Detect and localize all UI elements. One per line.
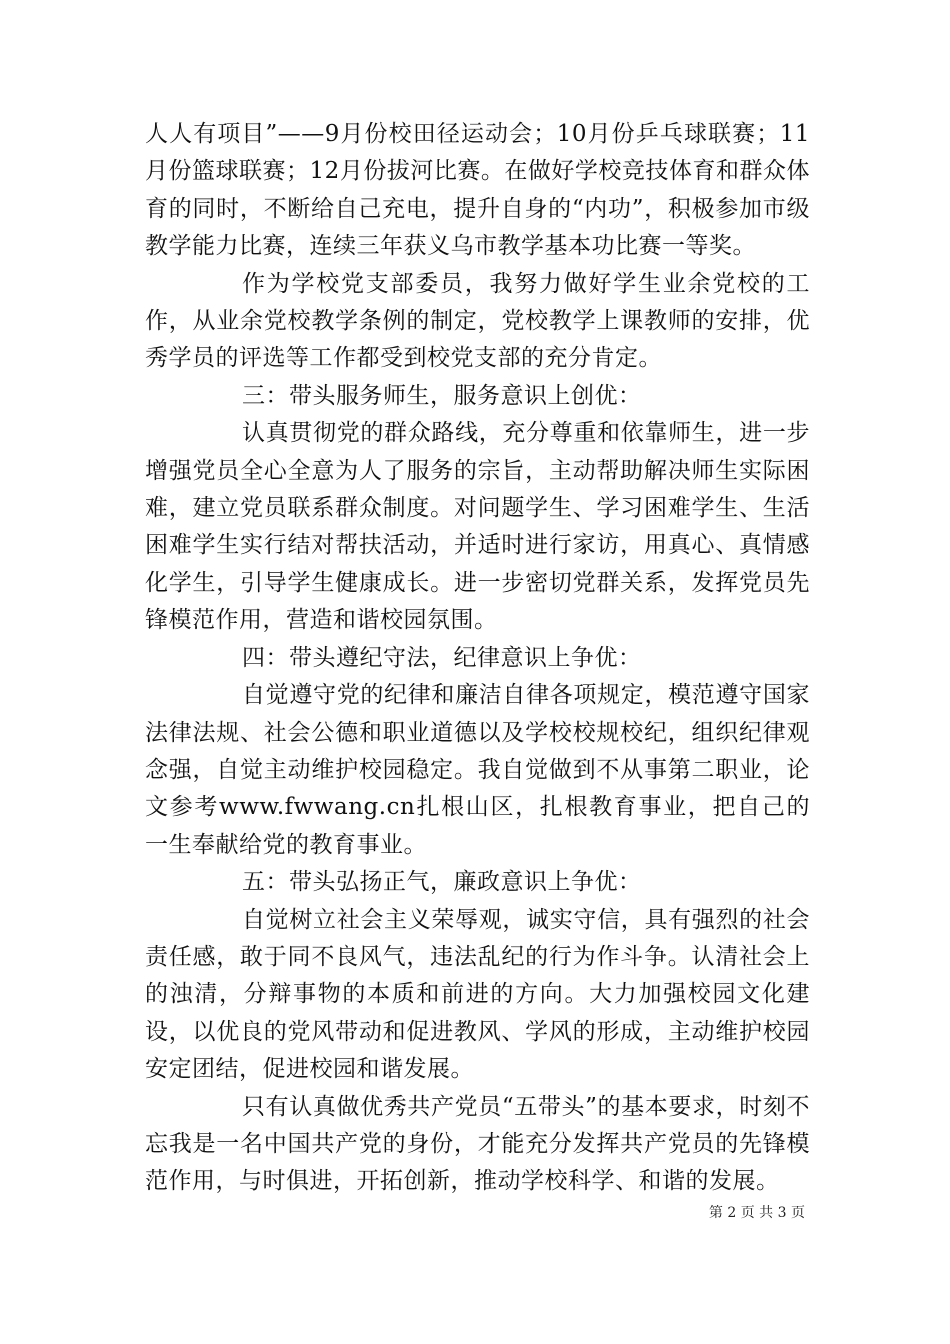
section-heading-3: 三：带头服务师生，服务意识上创优： — [242, 382, 642, 409]
section-heading-4: 四：带头遵纪守法，纪律意识上争优： — [242, 644, 642, 671]
paragraph-conclusion: 只有认真做优秀共产党员“五带头”的基本要求，时刻不忘我是一名中国共产党的身份，才能充分发挥共产党员的先锋模范作用，与时俱进，开拓创新，推动学校科学、和谐的发展。 — [145, 1093, 810, 1195]
paragraph-2: 作为学校党支部委员，我努力做好学生业余党校的工作，从业余党校教学条例的制定，党校教学上课教师的安排，优秀学员的评选等工作都受到校党支部的充分肯定。 — [145, 270, 810, 372]
paragraph-1: 人人有项目”——9月份校田径运动会；10月份乒乓球联赛；11月份篮球联赛；12月份拔河比赛。在做好学校竞技体育和群众体育的同时，不断给自己充电，提升自身的“内功”，积极参加市级教学能力比赛，连续三年获义乌市教学基本功比赛一等奖。 — [145, 121, 810, 260]
paragraph-3: 认真贯彻党的群众路线，充分尊重和依靠师生，进一步增强党员全心全意为人了服务的宗旨，主动帮助解决师生实际困难，建立党员联系群众制度。对问题学生、学习困难学生、生活困难学生实行结对帮扶活动，并适时进行家访，用真心、真情感化学生，引导学生健康成长。进一步密切党群关系，发挥党员先锋模范作用，营造和谐校园氛围。 — [145, 420, 810, 634]
page-number-footer: 第 2 页 共 3 页 — [708, 1205, 805, 1221]
paragraph-5: 自觉树立社会主义荣辱观，诚实守信，具有强烈的社会责任感，敢于同不良风气，违法乱纪的行为作斗争。认清社会上的浊清，分辩事物的本质和前进的方向。大力加强校园文化建设，以优良的党风带动和促进教风、学风的形成，主动维护校园安定团结，促进校园和谐发展。 — [145, 906, 810, 1083]
section-heading-5: 五：带头弘扬正气，廉政意识上争优： — [242, 869, 642, 896]
paragraph-4: 自觉遵守党的纪律和廉洁自律各项规定，模范遵守国家法律法规、社会公德和职业道德以及学校校规校纪，组织纪律观念强，自觉主动维护校园稳定。我自觉做到不从事第二职业，论文参考www.fwwang.cn扎根山区，扎根教育事业，把自己的一生奉献给党的教育事业。 — [145, 682, 810, 858]
document-body — [145, 116, 810, 1201]
